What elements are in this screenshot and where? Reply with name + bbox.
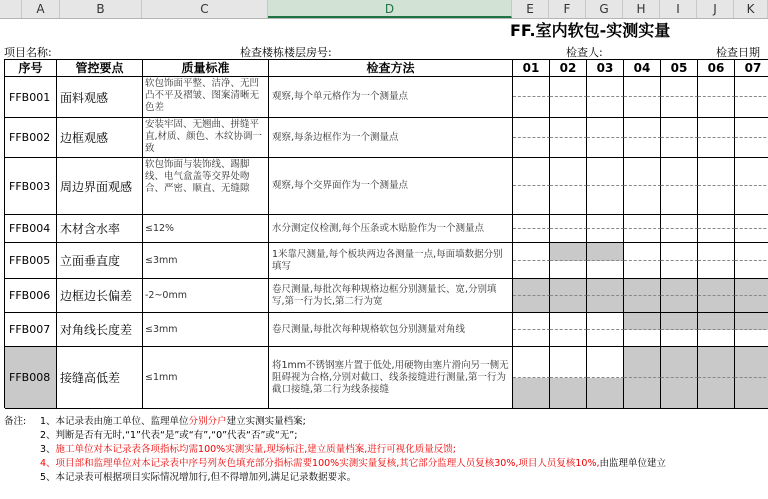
measure-cell[interactable] [550,296,587,313]
row-method[interactable]: 卷尺测量,每批次每种规格边框分别测量长、宽,分别填写,第一行为长,第二行为宽 [269,279,513,313]
row-code[interactable]: FFB002 [5,118,57,158]
measure-cell[interactable] [698,243,735,261]
row-standard[interactable]: ≤3mm [143,313,269,347]
row-standard[interactable]: 软包饰面平整、洁净、无凹凸不平及褶皱、图案清晰无色差 [143,77,269,118]
project-label[interactable]: 项目名称: [4,46,52,59]
measure-cell[interactable] [587,186,624,215]
row-standard[interactable]: 软包饰面与装饰线、踢脚线、电气盒盖等交界处吻合、严密、顺直、无缝隙 [143,158,269,215]
note-3-num: 3、 [40,444,56,455]
measure-cell[interactable] [550,378,587,409]
measure-cell[interactable] [661,215,698,229]
measure-cell[interactable] [550,279,587,296]
measure-cell[interactable] [661,243,698,261]
measure-cell[interactable] [550,347,587,378]
column-header-e[interactable]: E [512,0,549,18]
measure-cell[interactable] [550,118,587,138]
row-item[interactable]: 木材含水率 [57,215,143,243]
row-standard[interactable]: 安装牢固、无翘曲、拼缝平直,材质、颜色、木纹协调一致 [143,118,269,158]
note-3[interactable] [40,443,456,457]
measure-cell[interactable] [661,77,698,97]
measure-cell[interactable] [587,158,624,186]
measure-cell[interactable] [513,378,550,409]
measure-cell[interactable] [735,261,768,279]
measure-cell[interactable] [513,186,550,215]
row-code[interactable]: FFB007 [5,313,57,347]
row-item[interactable]: 立面垂直度 [57,243,143,279]
measure-cell[interactable] [661,186,698,215]
note-1-tail: 建立实测实量档案; [226,416,306,427]
measure-cell[interactable] [661,378,698,409]
measure-cell[interactable] [624,243,661,261]
measure-cell[interactable] [698,261,735,279]
note-4-highlight: 4、项目部和监理单位对本记录表中序号列灰色填充部分指标需要100%实测实量复核,其它部分监理人员复核30%,项目人员复核10%, [40,458,600,469]
measure-cell[interactable] [587,118,624,138]
note-4-tail: 由监理单位建立 [599,458,667,469]
header-point-01[interactable]: 01 [513,60,550,77]
measure-cell[interactable] [550,77,587,97]
measure-cell[interactable] [550,243,587,261]
measure-cell[interactable] [661,296,698,313]
column-header-k[interactable]: K [734,0,768,18]
measure-cell[interactable] [550,215,587,229]
corner-cell[interactable] [0,0,22,18]
inspector-label[interactable]: 检查人: [566,46,603,59]
measure-cell[interactable] [587,215,624,229]
row-standard[interactable]: ≤12% [143,215,269,243]
measure-cell[interactable] [698,158,735,186]
measure-cell[interactable] [624,97,661,118]
note-1-text: 1、本记录表由施工单位、监理单位 [40,416,189,427]
measure-cell[interactable] [513,118,550,138]
column-header-g[interactable]: G [586,0,623,18]
measure-cell[interactable] [587,97,624,118]
measure-cell[interactable] [698,378,735,409]
measure-cell[interactable] [513,77,550,97]
header-method[interactable]: 检查方法 [269,60,513,77]
measure-cell[interactable] [587,313,624,330]
measure-cell[interactable] [624,186,661,215]
measure-cell[interactable] [624,347,661,378]
measure-cell[interactable] [735,296,768,313]
measure-cell[interactable] [513,347,550,378]
measure-cell[interactable] [587,279,624,296]
measure-cell[interactable] [661,97,698,118]
measure-cell[interactable] [698,313,735,330]
measure-cell[interactable] [698,279,735,296]
note-4[interactable] [40,457,768,471]
measure-cell[interactable] [513,229,550,243]
date-label[interactable]: 检查日期 [716,46,760,59]
measure-cell[interactable] [587,330,624,347]
measure-cell[interactable] [587,261,624,279]
measure-cell[interactable] [735,229,768,243]
header-point-06[interactable]: 06 [698,60,735,77]
column-header-c[interactable]: C [142,0,268,18]
measure-cell[interactable] [735,243,768,261]
row-item[interactable]: 边框观感 [57,118,143,158]
measure-cell[interactable] [698,138,735,158]
measure-cell[interactable] [550,261,587,279]
measure-cell[interactable] [513,330,550,347]
row-standard[interactable]: ≤3mm [143,243,269,279]
row-code[interactable]: FFB008 [5,347,57,409]
measure-cell[interactable] [624,330,661,347]
header-standard[interactable]: 质量标准 [143,60,269,77]
measure-cell[interactable] [624,138,661,158]
row-item[interactable]: 接缝高低差 [57,347,143,409]
measure-cell[interactable] [735,97,768,118]
measure-cell[interactable] [513,158,550,186]
notes-label[interactable]: 备注: [4,416,27,427]
column-header-i[interactable]: I [660,0,697,18]
row-code[interactable]: FFB006 [5,279,57,313]
row-method[interactable]: 卷尺测量,每批次每种规格软包分别测量对角线 [269,313,513,347]
row-method[interactable]: 将1mm不锈钢塞片置于低处,用硬物由塞片滑向另一侧无阻碍视为合格,分别对截口、线条接缝进行测量,第一行为截口接缝,第二行为线条接缝 [269,347,513,409]
measure-cell[interactable] [550,138,587,158]
header-point-05[interactable]: 05 [661,60,698,77]
measure-cell[interactable] [624,279,661,296]
measure-cell[interactable] [513,261,550,279]
measure-cell[interactable] [698,118,735,138]
measurement-grid [513,77,768,409]
measure-cell[interactable] [513,97,550,118]
row-standard[interactable]: -2~0mm [143,279,269,313]
measure-cell[interactable] [661,347,698,378]
measure-cell[interactable] [550,97,587,118]
column-header-f[interactable]: F [549,0,586,18]
note-1-highlight: 分别分户 [188,416,227,427]
row-method[interactable]: 水分测定仪检测,每个压条或木贴脸作为一个测量点 [269,215,513,243]
note-1[interactable] [40,415,306,429]
row-method[interactable]: 观察,每个交界面作为一个测量点 [269,158,513,215]
measure-cell[interactable] [624,118,661,138]
measure-cell[interactable] [698,347,735,378]
sheet-title[interactable]: FF.室内软包-实测实量 [510,21,671,40]
measure-cell[interactable] [587,243,624,261]
column-header-b[interactable]: B [60,0,142,18]
row-item[interactable]: 边框边长偏差 [57,279,143,313]
note-2[interactable]: 2、判断是否有无时,“1”代表“是”或“有”,“0”代表“否”或“无”; [40,430,298,441]
measure-cell[interactable] [513,243,550,261]
measure-cell[interactable] [661,261,698,279]
measure-cell[interactable] [550,330,587,347]
row-item[interactable]: 对角线长度差 [57,313,143,347]
row-code[interactable]: FFB003 [5,158,57,215]
row-item[interactable]: 面料观感 [57,77,143,118]
measure-cell[interactable] [735,158,768,186]
measure-cell[interactable] [735,347,768,378]
measure-cell[interactable] [624,215,661,229]
measure-cell[interactable] [513,138,550,158]
row-code[interactable]: FFB004 [5,215,57,243]
measure-cell[interactable] [550,158,587,186]
measure-cell[interactable] [587,138,624,158]
note-3-highlight: 施工单位对本记录表各项指标均需100%实测实量,现场标注,建立质量档案, [55,444,368,455]
measure-cell[interactable] [661,158,698,186]
note-3-tail: 进行可视化质量反馈; [367,444,456,455]
column-header-bar [0,0,768,19]
measure-cell[interactable] [698,296,735,313]
row-code[interactable]: FFB005 [5,243,57,279]
measure-cell[interactable] [587,77,624,97]
row-item[interactable]: 周边界面观感 [57,158,143,215]
measure-cell[interactable] [735,186,768,215]
measure-cell[interactable] [624,77,661,97]
measure-cell[interactable] [698,97,735,118]
row-method[interactable]: 观察,每个单元格作为一个测量点 [269,77,513,118]
measure-cell[interactable] [698,186,735,215]
note-5[interactable]: 5、本记录表可根据项目实际情况增加行,但不得增加列,满足记录数据要求。 [40,472,357,483]
measure-cell[interactable] [587,378,624,409]
measure-cell[interactable] [624,313,661,330]
header-point-04[interactable]: 04 [624,60,661,77]
column-header-d[interactable]: D [268,0,512,18]
measure-cell[interactable] [661,229,698,243]
header-point-02[interactable]: 02 [550,60,587,77]
measure-cell[interactable] [587,229,624,243]
measure-cell[interactable] [698,330,735,347]
measure-cell[interactable] [513,296,550,313]
row-code[interactable]: FFB001 [5,77,57,118]
header-point-03[interactable]: 03 [587,60,624,77]
measure-cell[interactable] [624,229,661,243]
measure-cell[interactable] [550,313,587,330]
measure-cell[interactable] [735,138,768,158]
measure-cell[interactable] [661,313,698,330]
measure-cell[interactable] [735,118,768,138]
measure-cell[interactable] [735,313,768,330]
measure-cell[interactable] [513,313,550,330]
row-method[interactable]: 1米靠尺测量,每个板块两边各测量一点,每面墙数据分别填写 [269,243,513,279]
measure-cell[interactable] [698,229,735,243]
measure-cell[interactable] [513,215,550,229]
measure-cell[interactable] [661,279,698,296]
header-item[interactable]: 管控要点 [57,60,143,77]
measure-cell[interactable] [624,158,661,186]
measure-cell[interactable] [513,279,550,296]
measure-cell[interactable] [624,378,661,409]
measure-cell[interactable] [624,296,661,313]
column-header-j[interactable]: J [697,0,734,18]
measure-cell[interactable] [735,279,768,296]
measure-cell[interactable] [735,215,768,229]
measure-cell[interactable] [661,118,698,138]
measure-cell[interactable] [661,138,698,158]
row-method[interactable]: 观察,每条边框作为一个测量点 [269,118,513,158]
measure-cell[interactable] [735,330,768,347]
header-point-07[interactable]: 07 [735,60,768,77]
header-code[interactable]: 序号 [5,60,57,77]
measure-cell[interactable] [698,215,735,229]
measure-cell[interactable] [587,296,624,313]
column-header-a[interactable]: A [22,0,60,18]
inspection-table [4,59,768,408]
measure-cell[interactable] [624,261,661,279]
measure-cell[interactable] [735,77,768,97]
measure-cell[interactable] [550,186,587,215]
column-header-h[interactable]: H [623,0,660,18]
measure-cell[interactable] [661,330,698,347]
measure-cell[interactable] [735,378,768,409]
measure-cell[interactable] [698,77,735,97]
measure-cell[interactable] [550,229,587,243]
row-standard[interactable]: ≤1mm [143,347,269,409]
measure-cell[interactable] [587,347,624,378]
location-label[interactable]: 检查楼栋楼层房号: [240,46,332,59]
